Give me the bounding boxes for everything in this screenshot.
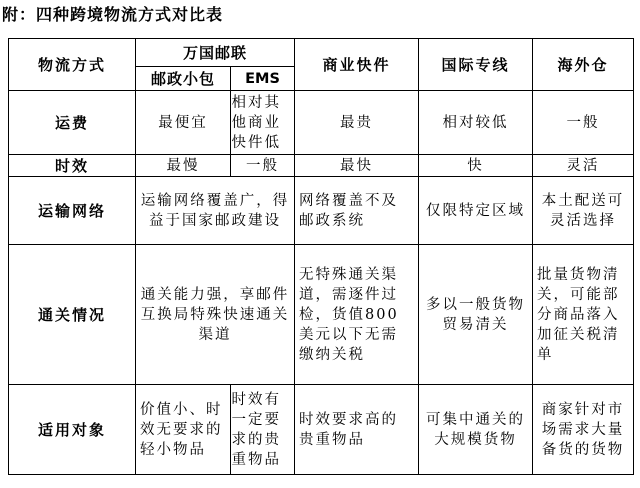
cell-international-line: 仅限特定区域 bbox=[419, 177, 533, 245]
header-overseas-warehouse: 海外仓 bbox=[533, 39, 634, 91]
row-transport-network bbox=[9, 177, 634, 245]
row-label: 通关情况 bbox=[9, 245, 136, 385]
logistics-comparison-table bbox=[8, 38, 634, 475]
header-ems: EMS bbox=[231, 67, 295, 91]
row-timeliness bbox=[9, 155, 634, 177]
cell-post-parcel: 最便宜 bbox=[136, 91, 231, 155]
cell-post-parcel: 价值小、时效无要求的轻小物品 bbox=[136, 385, 231, 475]
header-post-parcel: 邮政小包 bbox=[136, 67, 231, 91]
cell-commercial-express: 时效要求高的贵重物品 bbox=[295, 385, 419, 475]
cell-commercial-express: 网络覆盖不及邮政系统 bbox=[295, 177, 419, 245]
header-universal-postal-union: 万国邮联 bbox=[136, 39, 295, 67]
cell-ems bbox=[231, 91, 295, 155]
cell-overseas-warehouse: 批量货物清关，可能部分商品落入加征关税清单 bbox=[533, 245, 634, 385]
row-freight bbox=[9, 91, 634, 155]
cell-commercial-express: 最快 bbox=[295, 155, 419, 177]
cell-international-line: 多以一般货物贸易清关 bbox=[419, 245, 533, 385]
row-label: 运费 bbox=[9, 91, 136, 155]
cell-ems-text: 相对其他商业快件低 bbox=[231, 94, 281, 151]
cell-ems: 一般 bbox=[231, 155, 295, 177]
header-international-line: 国际专线 bbox=[419, 39, 533, 91]
cell-universal-post: 运输网络覆盖广，得益于国家邮政建设 bbox=[136, 177, 295, 245]
cell-overseas-warehouse: 本土配送可灵活选择 bbox=[533, 177, 634, 245]
cell-overseas-warehouse: 一般 bbox=[533, 91, 634, 155]
cell-ems-text: 时效有一定要求的贵重物品 bbox=[231, 391, 281, 468]
row-applicable-objects bbox=[9, 385, 634, 475]
row-customs-clearance bbox=[9, 245, 634, 385]
cell-international-line: 快 bbox=[419, 155, 533, 177]
header-row-top bbox=[9, 39, 634, 67]
document-title: 附：四种跨境物流方式对比表 bbox=[2, 5, 224, 24]
cell-ems bbox=[231, 385, 295, 475]
cell-post-parcel: 最慢 bbox=[136, 155, 231, 177]
row-label: 适用对象 bbox=[9, 385, 136, 475]
header-logistics-method: 物流方式 bbox=[9, 39, 136, 91]
cell-commercial-express: 最贵 bbox=[295, 91, 419, 155]
row-label: 时效 bbox=[9, 155, 136, 177]
header-commercial-express: 商业快件 bbox=[295, 39, 419, 91]
cell-overseas-warehouse: 商家针对市场需求大量备货的货物 bbox=[533, 385, 634, 475]
row-label: 运输网络 bbox=[9, 177, 136, 245]
cell-overseas-warehouse: 灵活 bbox=[533, 155, 634, 177]
cell-international-line: 相对较低 bbox=[419, 91, 533, 155]
cell-commercial-express: 无特殊通关渠道，需逐件过检，货值800美元以下无需缴纳关税 bbox=[295, 245, 419, 385]
cell-international-line: 可集中通关的大规模货物 bbox=[419, 385, 533, 475]
cell-universal-post: 通关能力强，享邮件互换局特殊快速通关渠道 bbox=[136, 245, 295, 385]
